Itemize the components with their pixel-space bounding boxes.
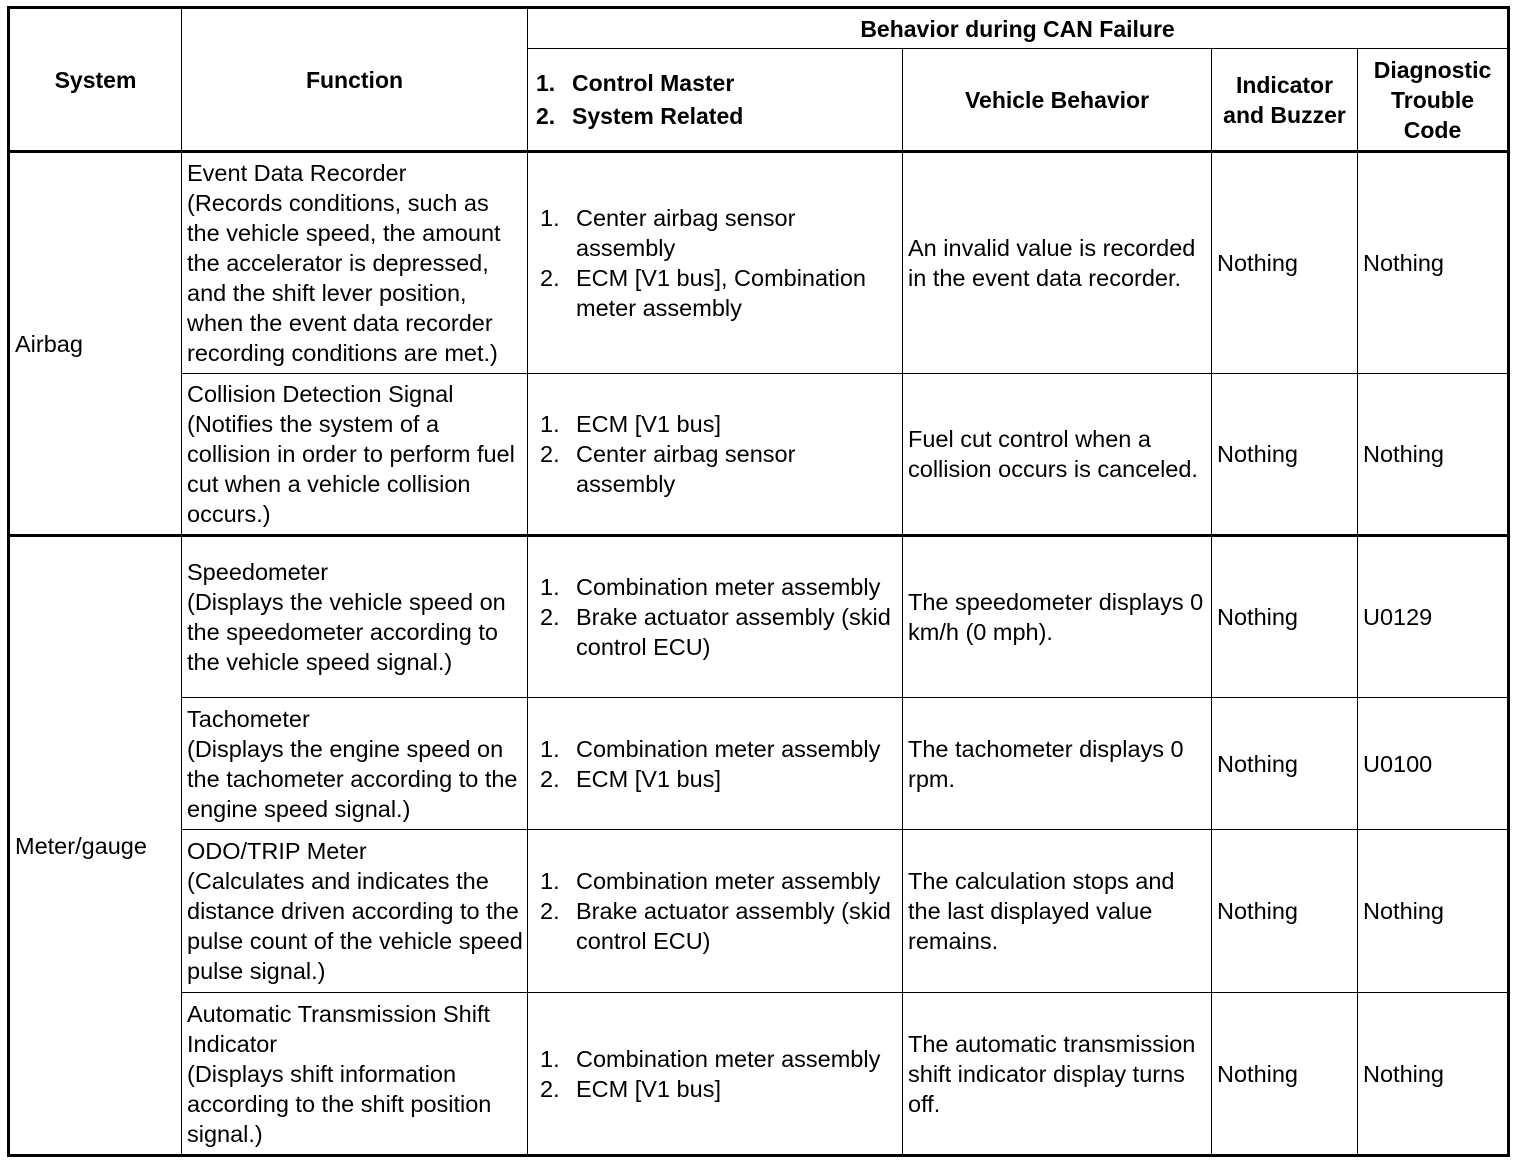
- control-master-item: ECM [V1 bus]: [576, 765, 721, 792]
- dtc-cell: Nothing: [1358, 152, 1509, 374]
- dtc-cell: U0100: [1358, 698, 1509, 830]
- header-system-related-item: System Related: [572, 102, 744, 129]
- indicator-cell: Nothing: [1212, 830, 1358, 993]
- vehicle-behavior-cell: Fuel cut control when a collision occurs is canceled.: [903, 374, 1212, 536]
- control-master-cell: 1. Combination meter assembly 2. ECM [V1 bus]: [528, 993, 903, 1156]
- vehicle-behavior-cell: An invalid value is recorded in the event data recorder.: [903, 152, 1212, 374]
- control-master-cell: 1. ECM [V1 bus] 2. Center airbag sensor assembly: [528, 374, 903, 536]
- indicator-cell: Nothing: [1212, 698, 1358, 830]
- indicator-cell: Nothing: [1212, 993, 1358, 1156]
- table-row: [9, 830, 1509, 993]
- function-title: Speedometer: [187, 559, 329, 585]
- header-control-master-item: Control Master: [572, 69, 735, 96]
- header-dtc-line: Diagnostic: [1373, 56, 1492, 83]
- function-description: (Displays the vehicle speed on the speedometer according to the vehicle speed signal.): [187, 589, 506, 675]
- function-cell: [182, 536, 528, 698]
- vehicle-behavior-cell: The tachometer displays 0 rpm.: [903, 698, 1212, 830]
- function-description: (Notifies the system of a collision in order to perform fuel cut when a vehicle collision occurs.): [187, 411, 515, 527]
- control-master-item: ECM [V1 bus]: [576, 411, 721, 437]
- system-cell: Airbag: [9, 152, 182, 536]
- header-system: System: [9, 8, 182, 152]
- function-cell: [182, 152, 528, 374]
- vehicle-behavior-cell: The speedometer displays 0 km/h (0 mph).: [903, 536, 1212, 698]
- function-title: Automatic Transmission Shift Indicator: [187, 1000, 490, 1057]
- header-indicator-and-buzzer: [1212, 49, 1358, 152]
- control-master-cell: 1. Combination meter assembly 2. ECM [V1 bus]: [528, 698, 903, 830]
- control-master-cell: 1. Combination meter assembly 2. Brake actuator assembly (skid control ECU): [528, 830, 903, 993]
- control-master-item: Combination meter assembly: [576, 735, 881, 762]
- table-row: [9, 698, 1509, 830]
- table-row: [9, 374, 1509, 536]
- system-cell: Meter/gauge: [9, 536, 182, 1156]
- function-title: Collision Detection Signal: [187, 381, 454, 407]
- function-cell: [182, 698, 528, 830]
- control-master-item: ECM [V1 bus]: [576, 1075, 721, 1102]
- table-row: [9, 152, 1509, 374]
- function-cell: [182, 374, 528, 536]
- header-behavior-during-can-failure: Behavior during CAN Failure: [528, 8, 1509, 49]
- vehicle-behavior-cell: The automatic transmission shift indicator display turns off.: [903, 993, 1212, 1156]
- control-master-cell: 1. Combination meter assembly 2. Brake actuator assembly (skid control ECU): [528, 536, 903, 698]
- control-master-item: Center airbag sensor assembly: [576, 441, 796, 497]
- header-dtc-line: Code: [1403, 116, 1462, 143]
- header-diagnostic-trouble-code: [1358, 49, 1509, 152]
- table-row: [9, 536, 1509, 698]
- function-description: (Displays the engine speed on the tachometer according to the engine speed signal.): [187, 735, 518, 822]
- function-title: Tachometer: [187, 705, 310, 732]
- control-master-item: Center airbag sensor assembly: [576, 205, 796, 261]
- dtc-cell: Nothing: [1358, 830, 1509, 993]
- function-cell: [182, 830, 528, 993]
- vehicle-behavior-cell: The calculation stops and the last displayed value remains.: [903, 830, 1212, 993]
- table-row: [9, 993, 1509, 1156]
- header-control-master: 1. Control Master 2. System Related: [528, 49, 903, 152]
- function-description: (Displays shift information according to the shift position signal.): [187, 1060, 492, 1147]
- control-master-item: Brake actuator assembly (skid control ECU): [576, 604, 891, 660]
- header-indicator-line: Indicator: [1235, 71, 1334, 98]
- control-master-item: ECM [V1 bus], Combination meter assembly: [576, 265, 866, 321]
- header-indicator-line: and Buzzer: [1223, 101, 1346, 128]
- function-cell: [182, 993, 528, 1156]
- control-master-item: Combination meter assembly: [576, 574, 881, 600]
- header-dtc-line: Trouble: [1390, 86, 1475, 113]
- function-title: ODO/TRIP Meter: [187, 838, 367, 864]
- control-master-item: Combination meter assembly: [576, 868, 881, 894]
- control-master-item: Brake actuator assembly (skid control ECU): [576, 898, 891, 954]
- header-vehicle-behavior: Vehicle Behavior: [903, 49, 1212, 152]
- function-description: (Records conditions, such as the vehicle speed, the amount the accelerator is depressed, and the shift lever position, when the event data recorder recording conditions are met.): [187, 190, 501, 366]
- can-failure-table: [7, 6, 1510, 1157]
- indicator-cell: Nothing: [1212, 536, 1358, 698]
- function-description: (Calculates and indicates the distance driven according to the pulse count of the vehicle speed pulse signal.): [187, 868, 523, 984]
- control-master-cell: 1. Center airbag sensor assembly 2. ECM [V1 bus], Combination meter assembly: [528, 152, 903, 374]
- indicator-cell: Nothing: [1212, 374, 1358, 536]
- indicator-cell: Nothing: [1212, 152, 1358, 374]
- dtc-cell: Nothing: [1358, 374, 1509, 536]
- dtc-cell: Nothing: [1358, 993, 1509, 1156]
- dtc-cell: U0129: [1358, 536, 1509, 698]
- control-master-item: Combination meter assembly: [576, 1045, 881, 1072]
- function-title: Event Data Recorder: [187, 160, 407, 186]
- header-function: Function: [182, 8, 528, 152]
